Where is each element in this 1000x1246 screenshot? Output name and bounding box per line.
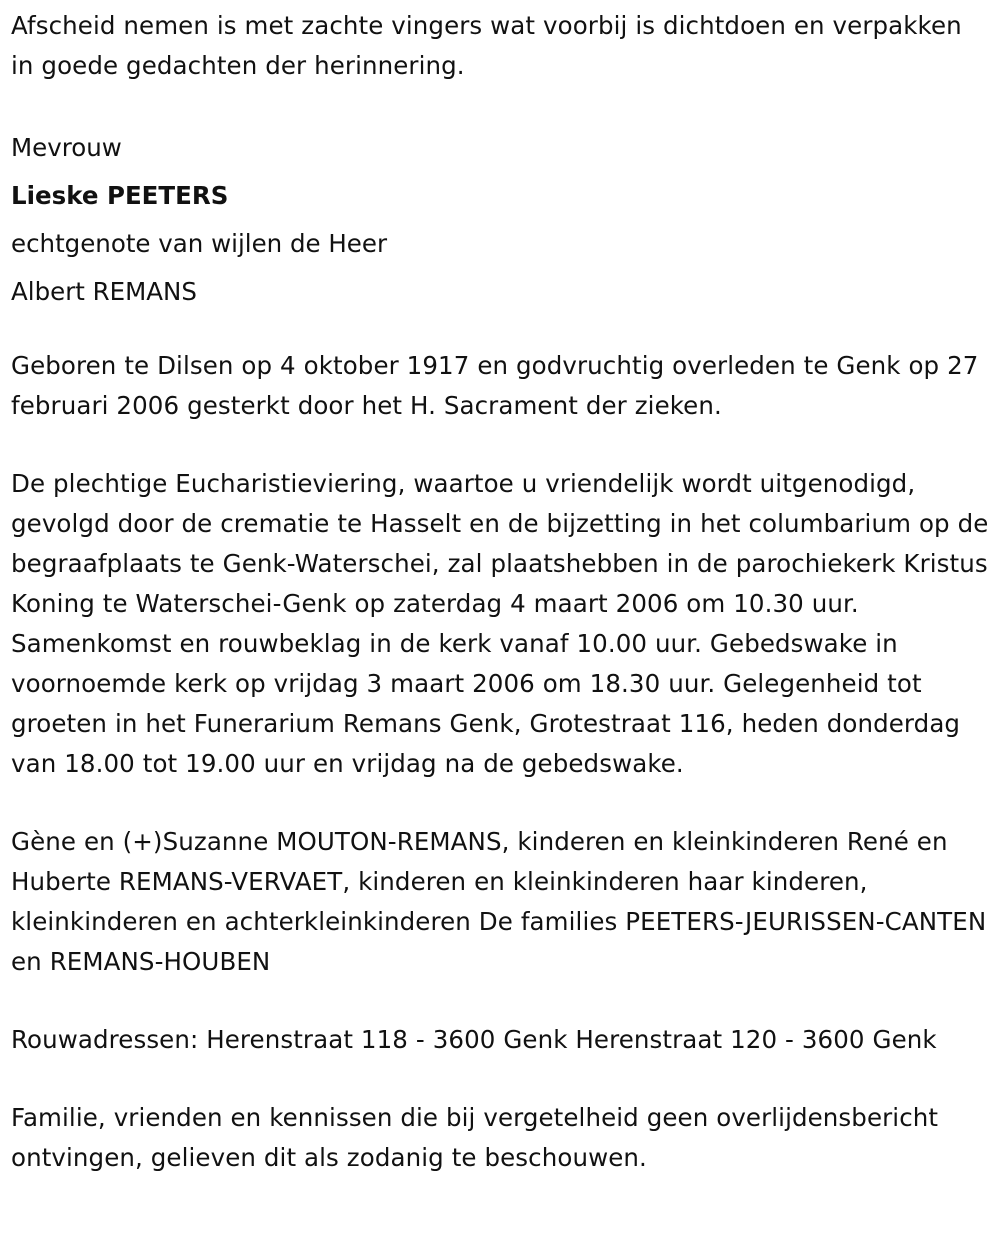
salutation: Mevrouw [11, 133, 122, 162]
spacer [11, 86, 992, 124]
spacer [11, 784, 992, 822]
opening-quote: Afscheid nemen is met zachte vingers wat voorbij is dichtdoen en verpakken in goede gedachten der herinnering. [11, 11, 962, 80]
birth-death-paragraph: Geboren te Dilsen op 4 oktober 1917 en godvruchtig overleden te Genk op 27 februari 2006 gesterkt door het H. Sacrament der zieken. [11, 351, 979, 420]
addresses-paragraph: Rouwadressen: Herenstraat 118 - 3600 Genk Herenstraat 120 - 3600 Genk [11, 1025, 937, 1054]
spacer [11, 982, 992, 1020]
family-paragraph: Gène en (+)Suzanne MOUTON-REMANS, kinderen en kleinkinderen René en Huberte REMANS-VERVAET, kinderen en kleinkinderen haar kinderen, kleinkinderen en achterkleinkinderen De families PEETERS-JEURISSEN-CANTEN en REMANS-HOUBEN [11, 827, 987, 976]
spouse-name: Albert REMANS [11, 277, 197, 306]
spacer [11, 316, 992, 346]
deceased-name: Lieske PEETERS [11, 181, 229, 210]
closing-note: Familie, vrienden en kennissen die bij vergetelheid geen overlijdensbericht ontvingen, gelieven dit als zodanig te beschouwen. [11, 1103, 939, 1172]
ceremony-paragraph: De plechtige Eucharistieviering, waartoe u vriendelijk wordt uitgenodigd, gevolgd door de crematie te Hasselt en de bijzetting in het columbarium op de begraafplaats te Genk-Waterschei, zal plaatshebben in de parochiekerk Kristus Koning te Waterschei-Genk op zaterdag 4 maart 2006 om 10.30 uur. Samenkomst en rouwbeklag in de kerk vanaf 10.00 uur. Gebedswake in voornoemde kerk op vrijdag 3 maart 2006 om 18.30 uur. Gelegenheid tot groeten in het Funerarium Remans Genk, Grotestraat 116, heden donderdag van 18.00 tot 19.00 uur en vrijdag na de gebedswake. [11, 469, 989, 778]
spouse-relation: echtgenote van wijlen de Heer [11, 229, 388, 258]
spacer [11, 1060, 992, 1098]
spacer [11, 426, 992, 464]
